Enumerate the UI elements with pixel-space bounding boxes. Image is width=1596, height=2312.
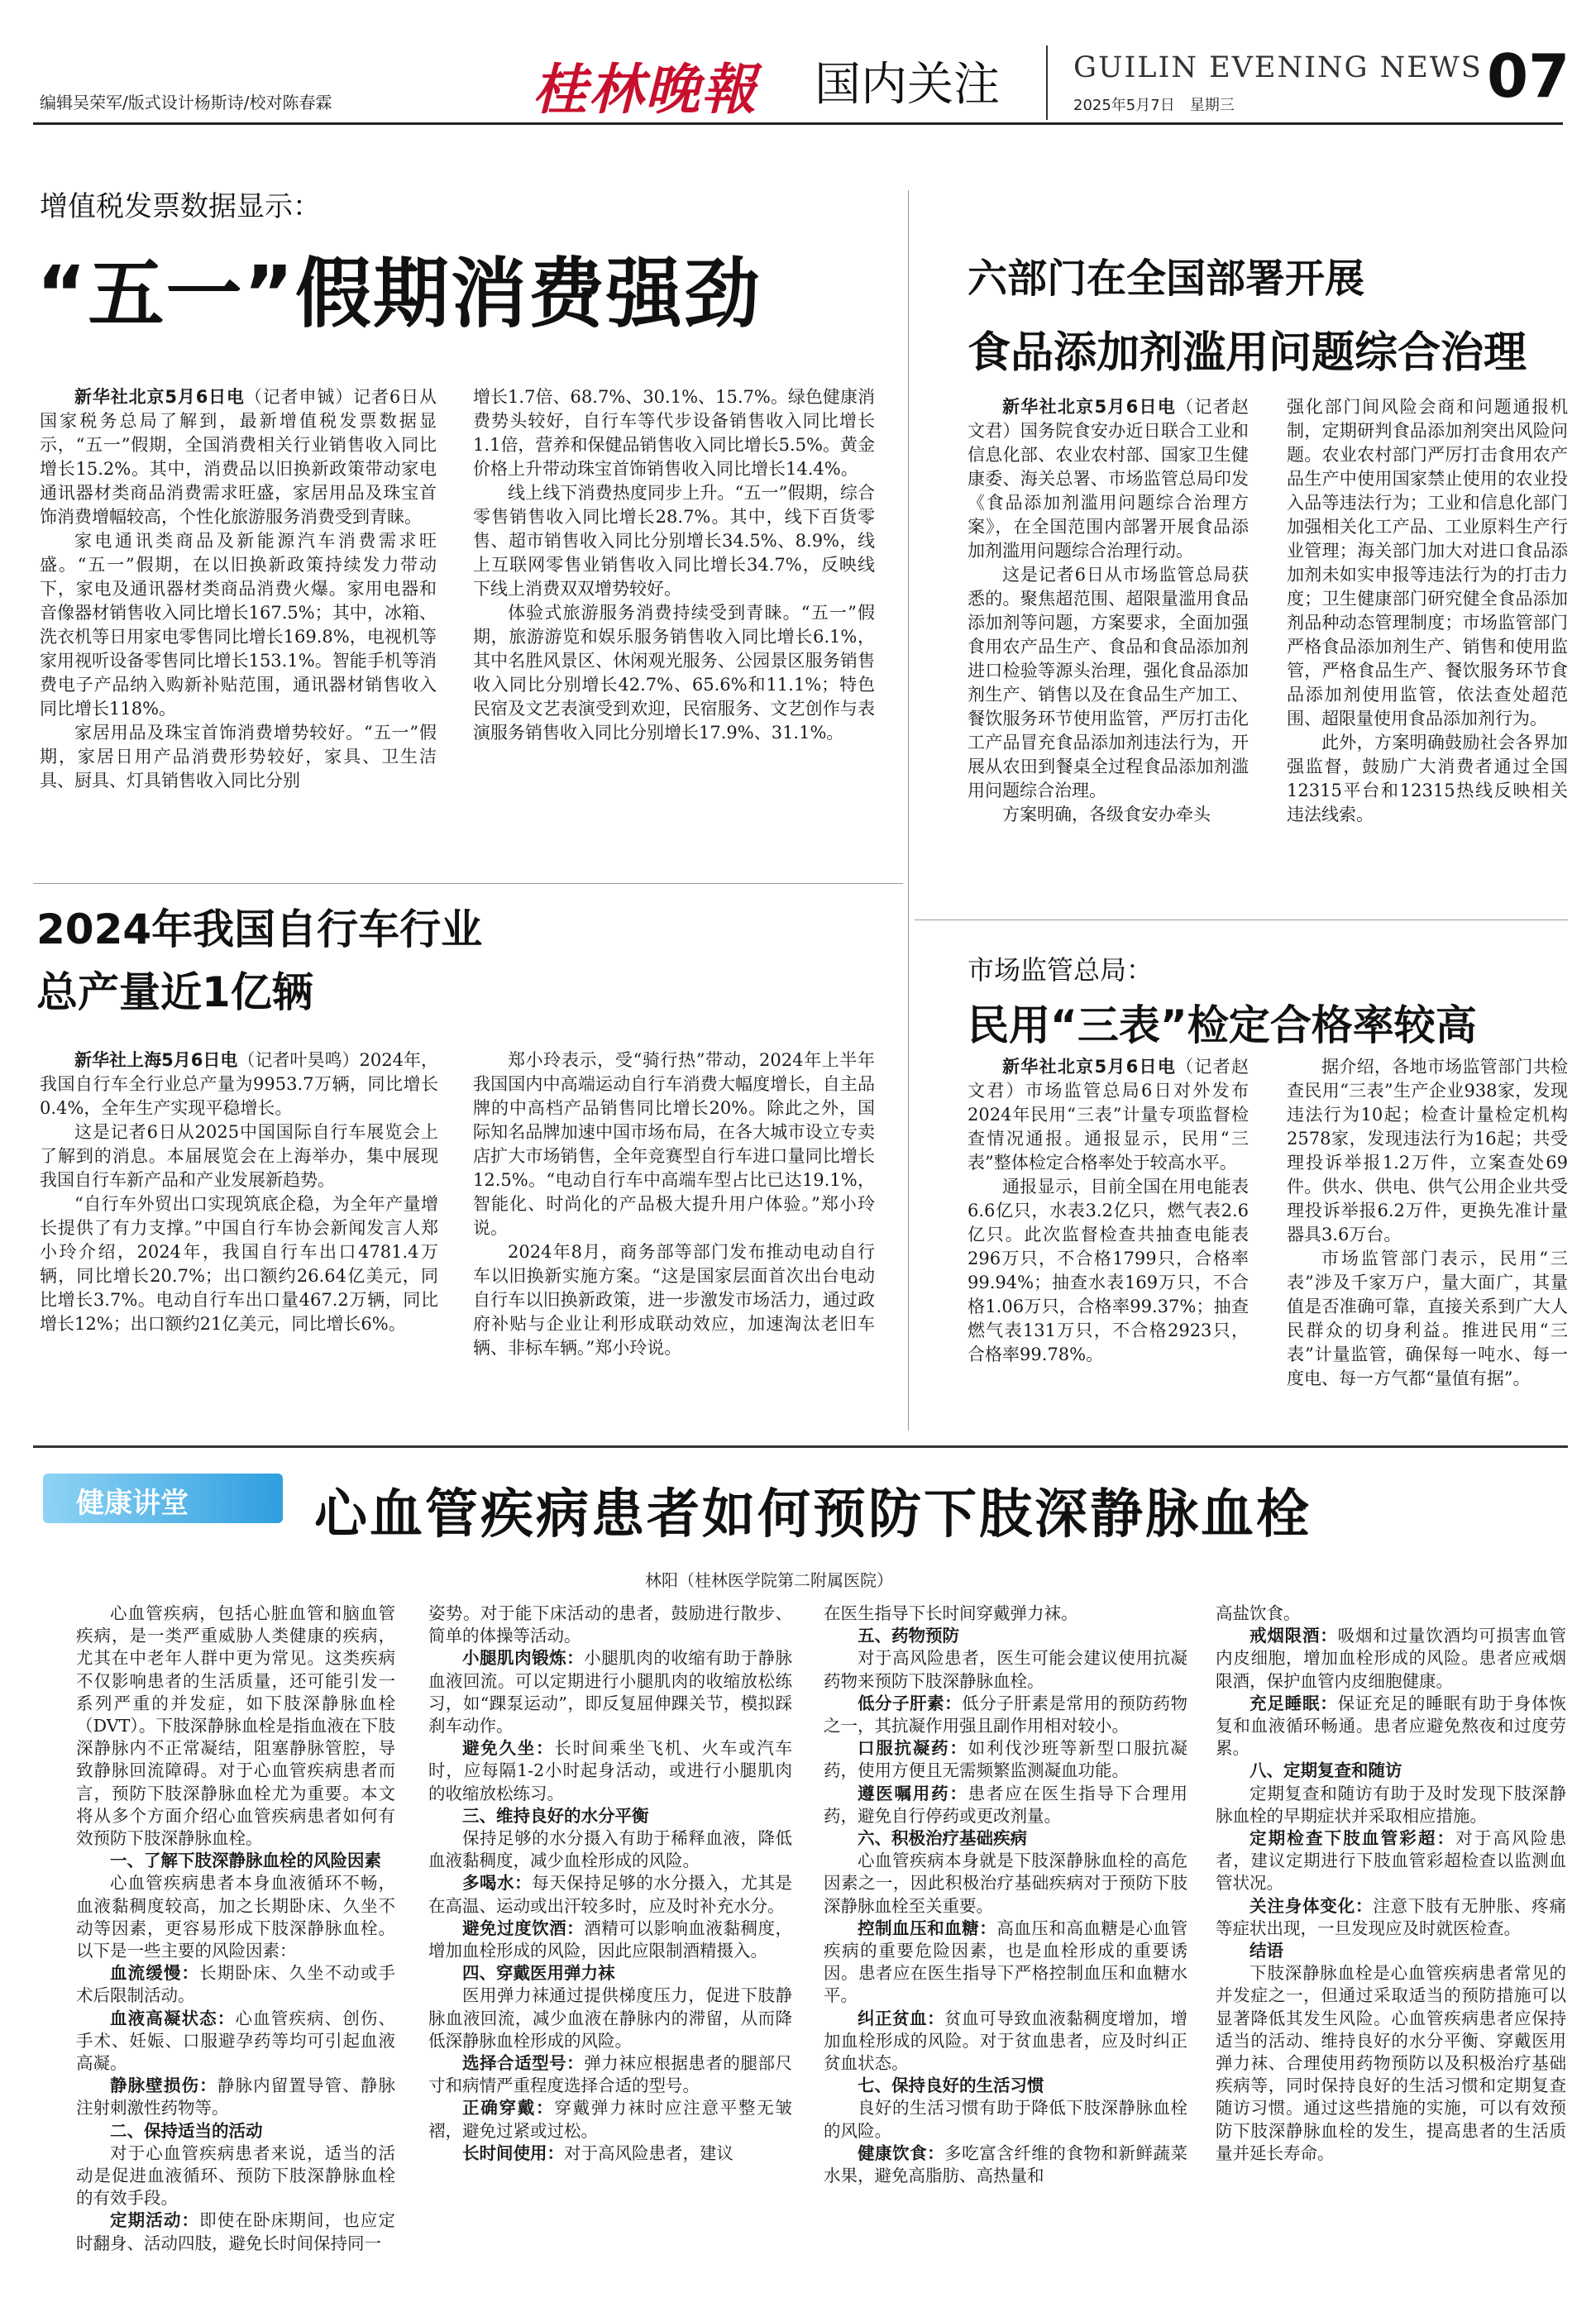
- paragraph: [40, 529, 437, 721]
- subpoint-label: 定期检查下肢血管彩超：: [1250, 1828, 1456, 1849]
- paragraph: [824, 1850, 1187, 1918]
- paragraph-text: 增长1.7倍、68.7%、30.1%、15.7%。绿色健康消费势头较好，自行车等代步设备销售收入同比增长1.1倍，营养和保健品销售收入同比增长5.5%。黄金价格上升带动珠宝首饰销售收入同比增长14.4%。: [473, 387, 875, 479]
- section-heading: [824, 2075, 1187, 2097]
- article3-title-line2: 总产量近1亿辆: [36, 968, 313, 1016]
- subpoint-label: 血液高凝状态：: [110, 2008, 236, 2028]
- subpoint: [428, 1872, 792, 1917]
- paragraph: [40, 1049, 438, 1120]
- subpoint: [428, 2097, 792, 2142]
- subpoint-text: 心血管疾病、创伤、手术、妊娠、口服避孕药等均可引起血液高凝。: [76, 2008, 396, 2074]
- paragraph: [1216, 1603, 1566, 1625]
- subpoint-label: 充足睡眠：: [1250, 1693, 1338, 1713]
- subpoint-label: 长时间使用：: [462, 2142, 564, 2163]
- dateline: 新华社北京5月6日电: [1002, 397, 1177, 417]
- paragraph-text: 这是记者6日从市场监管总局获悉的。聚焦超范围、超限量滥用食品添加剂等问题，方案要求，全面加强食用农产品生产、食品和食品添加剂进口检验等源头治理，强化食品添加剂生产、销售以及在食品生产加工、餐饮服务环节使用监管，严厉打击化工产品冒充食品添加剂违法行为，开展从农田到餐桌全过程食品添加剂滥用问题综合治理。: [968, 565, 1249, 800]
- paragraph-text: 方案明确，各级食安办牵头: [1002, 805, 1211, 824]
- paragraph: [824, 1647, 1187, 1692]
- section-heading: [1216, 1940, 1566, 1962]
- paragraph: [76, 2142, 395, 2210]
- subpoint: [428, 2142, 792, 2165]
- paragraph: [968, 1055, 1249, 1175]
- subpoint-text: 酒精可以影响血液黏稠度，增加血栓形成的风险，因此应限制酒精摄入。: [428, 1918, 793, 1961]
- section-heading: [76, 1850, 395, 1872]
- health-column-1: [76, 1603, 395, 2255]
- section-heading: [428, 1805, 792, 1827]
- subpoint: [824, 2142, 1187, 2187]
- paragraph: [473, 385, 875, 481]
- subpoint-label: 血流缓慢：: [110, 1963, 200, 1984]
- section-heading: [428, 1962, 792, 1985]
- subpoint-text: 每天保持足够的水分摄入，尤其是在高温、运动或出汗较多时，应及时补充水分。: [428, 1873, 793, 1916]
- section-heading-text: 七、保持良好的生活习惯: [858, 2076, 1044, 2096]
- article2-title-line2: 食品添加剂滥用问题综合治理: [968, 328, 1527, 378]
- subpoint-text: 保证充足的睡眠有助于身体恢复和血液循环畅通。患者应避免熬夜和过度劳累。: [1216, 1693, 1567, 1759]
- subpoint-text: 注意下肢有无肿胀、疼痛等症状出现，一旦发现应及时就医检查。: [1216, 1895, 1567, 1938]
- paragraph: [1287, 1247, 1568, 1391]
- paragraph: [1216, 1962, 1566, 2165]
- subpoint-text: 弹力袜应根据患者的腿部尺寸和病情严重程度选择合适的型号。: [428, 2053, 793, 2096]
- paragraph-text: 姿势。对于能下床活动的患者，鼓励进行散步、简单的体操等活动。: [428, 1603, 792, 1646]
- paragraph: [40, 385, 437, 529]
- health-column-4: [1216, 1603, 1566, 2165]
- paragraph: [824, 1603, 1187, 1625]
- paragraph: [76, 1872, 395, 1962]
- article2-title-line1: 六部门在全国部署开展: [968, 256, 1365, 302]
- subpoint: [1216, 1693, 1566, 1760]
- subpoint-label: 避免久坐：: [462, 1738, 555, 1759]
- reporter-byline: （记者赵文君）: [968, 397, 1249, 441]
- paragraph-text: 对于心血管疾病患者来说，适当的活动是促进血液循环、预防下肢深静脉血栓的有效手段。: [76, 2142, 395, 2209]
- paragraph-text: 此外，方案明确鼓励社会各界加强监督，鼓励广大消费者通过全国12315平台和12315热线反映相关违法线索。: [1287, 733, 1568, 824]
- subpoint-text: 贫血可导致血液黏稠度增加，增加血栓形成的风险。对于贫血患者，应及时纠正贫血状态。: [824, 2008, 1188, 2074]
- paragraph-text: 这是记者6日从2025中国国际自行车展览会上了解到的消息。本届展览会在上海举办，集中展现我国自行车新产品和产业发展新趋势。: [40, 1122, 438, 1190]
- paragraph-text: 高盐饮食。: [1216, 1603, 1301, 1623]
- section-divider: [33, 883, 903, 884]
- subpoint-label: 静脉壁损伤：: [110, 2076, 217, 2096]
- subpoint-label: 健康饮食：: [858, 2142, 945, 2163]
- subpoint: [76, 2209, 395, 2254]
- subpoint-text: 如利伐沙班等新型口服抗凝药，使用方便且无需频繁监测凝血功能。: [824, 1738, 1188, 1781]
- section-heading-text: 八、定期复查和随访: [1250, 1760, 1402, 1781]
- paragraph: [1287, 395, 1568, 731]
- issue-date: 2025年5月7日 星期三: [1073, 97, 1235, 114]
- article2-column-1: [968, 395, 1249, 827]
- subpoint: [428, 1737, 792, 1805]
- article4-title: 民用“三表”检定合格率较高: [968, 1001, 1477, 1049]
- english-title: GUILIN EVENING NEWS: [1073, 51, 1483, 84]
- dateline: 新华社北京5月6日电: [1002, 1057, 1177, 1077]
- subpoint-label: 控制血压和血糖：: [858, 1918, 997, 1938]
- section-heading-text: 六、积极治疗基础疾病: [858, 1828, 1027, 1849]
- subpoint-label: 定期活动：: [110, 2210, 200, 2231]
- article4-column-2: [1287, 1055, 1568, 1391]
- subpoint: [76, 2008, 395, 2076]
- paragraph: [473, 481, 875, 601]
- paragraph-text: 医用弹力袜通过提供梯度压力，促进下肢静脉血液回流，减少血液在静脉内的滞留，从而降低深静脉血栓形成的风险。: [428, 1985, 792, 2051]
- article4-kicker: 市场监管总局：: [968, 954, 1154, 986]
- paragraph-text: 记者6日从国家税务总局了解到，最新增值税发票数据显示，“五一”假期，全国消费相关行业销售收入同比增长15.2%。其中，消费品以旧换新政策带动家电通讯器材类商品消费需求旺盛，家居用品及珠宝首饰消费增幅较高，个性化旅游服务消费受到青睐。: [40, 387, 437, 527]
- section-heading-text: 结语: [1250, 1941, 1283, 1961]
- subpoint-text: 高血压和高血糖是心血管疾病的重要危险因素，也是血栓形成的重要诱因。患者应在医生指导下严格控制血压和血糖水平。: [824, 1918, 1188, 2006]
- section-heading-text: 三、维持良好的水分平衡: [462, 1805, 649, 1826]
- paragraph: [473, 1049, 875, 1240]
- paragraph-text: 心血管疾病本身就是下肢深静脉血栓的高危因素之一，因此积极治疗基础疾病对于预防下肢深静脉血栓至关重要。: [824, 1851, 1187, 1916]
- editor-credits: 编辑吴荣军/版式设计杨斯诗/校对陈春霖: [40, 93, 332, 112]
- paragraph-text: 2024年8月，商务部等部门发布推动电动自行车以旧换新实施方案。“这是国家层面首次出台电动自行车以旧换新政策，进一步激发市场活力，通过政府补贴与企业让利形成联动效应，加速淘汰老旧车辆、非标车辆。”郑小玲说。: [473, 1242, 875, 1358]
- paragraph-text: 郑小玲表示，受“骑行热”带动，2024年上半年我国国内中高端运动自行车消费大幅度增长，自主品牌的中高档产品销售同比增长20%。除此之外，国际知名品牌加速中国市场布局，在各大城市设立专卖店扩大市场销售，全年竞赛型自行车进口量同比增长12.5%。“电动自行车中高端车型占比已达19.1%，智能化、时尚化的产品极大提升用户体验。”郑小玲说。: [473, 1050, 875, 1238]
- section-heading-text: 四、穿戴医用弹力袜: [462, 1963, 615, 1984]
- column-divider: [908, 190, 909, 1431]
- subpoint-text: 穿戴弹力袜时应注意平整无皱褶，避免过紧或过松。: [428, 2098, 793, 2141]
- article3-title-line1: 2024年我国自行车行业: [36, 905, 483, 953]
- paragraph: [968, 803, 1249, 827]
- subpoint-label: 遵医嘱用药：: [858, 1783, 968, 1803]
- subpoint: [428, 1647, 792, 1737]
- health-section-tag: 健康讲堂: [43, 1474, 283, 1523]
- health-column-3: [824, 1603, 1187, 2187]
- subpoint-label: 多喝水：: [462, 1873, 533, 1894]
- reporter-byline: （记者赵文君）: [968, 1057, 1249, 1101]
- paragraph-text: 市场监管部门表示，民用“三表”涉及千家万户，量大面广，其量值是否准确可靠，直接关系到广大人民群众的切身利益。推进民用“三表”计量监管，确保每一吨水、每一度电、每一方气都“量值有据”。: [1287, 1249, 1568, 1388]
- subpoint-text: 低分子肝素是常用的预防药物之一，其抗凝作用强且副作用相对较小。: [824, 1693, 1188, 1736]
- paragraph-text: 心血管疾病患者本身血液循环不畅，血液黏稠度较高，加之长期卧床、久坐不动等因素，更容易形成下肢深静脉血栓。以下是一些主要的风险因素：: [76, 1873, 395, 1961]
- health-article-author: 林阳（桂林医学院第二附属医院）: [645, 1570, 893, 1590]
- paragraph: [40, 721, 437, 793]
- paragraph: [824, 2097, 1187, 2142]
- subpoint: [824, 1737, 1187, 1782]
- dateline: 新华社北京5月6日电: [74, 387, 245, 407]
- reporter-byline: （记者申铖）: [244, 387, 354, 407]
- subpoint: [76, 1962, 395, 2007]
- subpoint-label: 小腿肌肉锻炼：: [462, 1648, 585, 1669]
- paragraph-text: 下肢深静脉血栓是心血管疾病患者常见的并发症之一，但通过采取适当的预防措施可以显著降低其发生风险。心血管疾病患者应保持适当的活动、维持良好的水分平衡、穿戴医用弹力袜、合理使用药物预防以及积极治疗基础疾病等，同时保持良好的生活习惯和定期复查随访习惯。通过这些措施的实施，可以有效预防下肢深静脉血栓的发生，提高患者的生活质量并延长寿命。: [1216, 1963, 1566, 2163]
- subpoint-label: 正确穿戴：: [462, 2098, 555, 2119]
- subpoint-text: 对于高风险患者，建议定期进行下肢血管彩超检查以监测血管状况。: [1216, 1828, 1566, 1894]
- paragraph-text: 定期复查和随访有助于及时发现下肢深静脉血栓的早期症状并采取相应措施。: [1216, 1783, 1566, 1826]
- section-heading: [1216, 1760, 1566, 1782]
- paragraph: [40, 1120, 438, 1192]
- paragraph-text: 通报显示，目前全国在用电能表6.6亿只，水表3.2亿只，燃气表2.6亿只。此次监督检查共抽查电能表296万只，不合格1799只，合格率99.94%；抽查水表169万只，不合格1.06万只，合格率99.37%；抽查燃气表131万只，不合格2923只，合格率99.78%。: [968, 1177, 1249, 1364]
- subpoint-text: 对于高风险患者，建议: [564, 2142, 733, 2163]
- article1-title: “五一”假期消费强劲: [36, 250, 762, 338]
- paragraph: [428, 1603, 792, 1647]
- header-rule: [33, 122, 1563, 125]
- paragraph: [428, 1827, 792, 1872]
- subpoint: [428, 2052, 792, 2097]
- article1-kicker: 增值税发票数据显示：: [40, 190, 321, 223]
- article3-column-1: [40, 1049, 438, 1336]
- paragraph-text: 据介绍，各地市场监管部门共检查民用“三表”生产企业938家，发现违法行为10起；检查计量检定机构2578家，发现违法行为16起；共受理投诉举报1.2万件，立案查处69件。供水、供电、供气公用企业共受理投诉举报6.2万件，更换先准计量器具3.6万台。: [1287, 1057, 1568, 1244]
- subpoint: [1216, 1895, 1566, 1940]
- article1-column-2: [473, 385, 875, 745]
- section-heading: [824, 1827, 1187, 1850]
- paragraph-text: 心血管疾病，包括心脏血管和脑血管疾病，是一类严重威胁人类健康的疾病，尤其在中老年人群中更为常见。这类疾病不仅影响患者的生活质量，还可能引发一系列严重的并发症，如下肢深静脉血栓（DVT）。下肢深静脉血栓是指血液在下肢深静脉内不正常凝结，阻塞静脉管腔，导致静脉回流障碍。对于心血管疾病患者而言，预防下肢深静脉血栓尤为重要。本文将从多个方面介绍心血管疾病患者如何有效预防下肢深静脉血栓。: [76, 1603, 395, 1849]
- page-header: [0, 0, 1596, 132]
- paragraph: [1287, 731, 1568, 827]
- section-heading: [76, 2120, 395, 2142]
- subpoint-label: 避免过度饮酒：: [462, 1918, 585, 1938]
- paragraph-text: 强化部门间风险会商和问题通报机制，定期研判食品添加剂突出风险问题。农业农村部门严厉打击食用农产品生产中使用国家禁止使用的农业投入品等违法行为；工业和信息化部门加强相关化工产品、工业原料生产行业管理；海关部门加大对进口食品添加剂未如实申报等违法行为的打击力度；卫生健康部门研究健全食品添加剂品种动态管理制度；市场监管部门严格食品添加剂生产、销售和使用监管，严格食品生产、餐饮服务环节食品添加剂使用监管，依法查处超范围、超限量使用食品添加剂行为。: [1287, 397, 1568, 728]
- header-divider: [1046, 45, 1048, 120]
- paragraph: [473, 1240, 875, 1360]
- subpoint-text: 多吃富含纤维的食物和新鲜蔬菜水果，避免高脂肪、高热量和: [824, 2142, 1188, 2186]
- subpoint: [824, 2008, 1187, 2076]
- section-heading-text: 五、药物预防: [858, 1626, 959, 1646]
- reporter-byline: （记者叶昊鸣）: [237, 1050, 360, 1070]
- paragraph-text: 家居用品及珠宝首饰消费增势较好。“五一”假期，家居日用产品消费形势较好，家具、卫生洁具、厨具、灯具销售收入同比分别: [40, 723, 437, 791]
- article3-column-2: [473, 1049, 875, 1360]
- section-heading: [824, 1625, 1187, 1647]
- section-heading-text: 一、了解下肢深静脉血栓的风险因素: [110, 1851, 381, 1871]
- subpoint-label: 纠正贫血：: [858, 2008, 945, 2028]
- section-name: 国内关注: [815, 58, 1000, 112]
- paragraph-text: 体验式旅游服务消费持续受到青睐。“五一”假期，旅游游览和娱乐服务销售收入同比增长6.1%，其中名胜风景区、休闲观光服务、公园景区服务销售收入同比分别增长42.7%、65.6%和11.1%；特色民宿及文艺表演受到欢迎，民宿服务、文艺创作与表演服务销售收入同比分别增长17.9%、31.1%。: [473, 603, 875, 743]
- subpoint-text: 患者应在医生指导下合理用药，避免自行停药或更改剂量。: [824, 1783, 1188, 1826]
- paragraph: [473, 601, 875, 745]
- subpoint-text: 静脉内留置导管、静脉注射刺激性药物等。: [76, 2076, 396, 2119]
- paragraph: [428, 1985, 792, 2052]
- subpoint-text: 小腿肌肉的收缩有助于静脉血液回流。可以定期进行小腿肌肉的收缩放松练习，如“踝泵运动”，即反复屈伸踝关节，模拟踩刹车动作。: [428, 1648, 793, 1736]
- health-article-title: 心血管疾病患者如何预防下肢深静脉血栓: [314, 1483, 1312, 1545]
- subpoint: [76, 2075, 395, 2119]
- subpoint: [824, 1693, 1187, 1737]
- paragraph-text: 2024年，我国自行车全行业总产量为9953.7万辆，同比增长0.4%，全年生产实现平稳增长。: [40, 1050, 438, 1118]
- subpoint: [824, 1918, 1187, 2008]
- article1-column-1: [40, 385, 437, 793]
- paragraph: [968, 1175, 1249, 1367]
- subpoint: [428, 1918, 792, 1962]
- paragraph-text: 在医生指导下长时间穿戴弹力袜。: [824, 1603, 1078, 1623]
- paragraph: [1287, 1055, 1568, 1247]
- section-rule: [33, 1445, 1568, 1448]
- subpoint-label: 戒烟限酒：: [1250, 1626, 1338, 1646]
- paragraph-text: 市场监管总局6日对外发布2024年民用“三表”计量专项监督检查情况通报。通报显示，民用“三表”整体检定合格率处于较高水平。: [968, 1081, 1249, 1173]
- subpoint-label: 关注身体变化：: [1250, 1895, 1374, 1916]
- subpoint-text: 长时间乘坐飞机、火车或汽车时，应每隔1-2小时起身活动，或进行小腿肌肉的收缩放松练习。: [428, 1738, 793, 1803]
- paragraph-text: 线上线下消费热度同步上升。“五一”假期，综合零售销售收入同比增长28.7%。其中，线下百货零售、超市销售收入同比分别增长34.5%、8.9%，线上互联网零售业销售收入同比增长34.7%，反映线下线上消费双双增势较好。: [473, 483, 875, 599]
- subpoint: [1216, 1827, 1566, 1895]
- paragraph-text: 良好的生活习惯有助于降低下肢深静脉血栓的风险。: [824, 2098, 1187, 2141]
- section-heading-text: 二、保持适当的活动: [110, 2120, 263, 2141]
- subpoint: [1216, 1625, 1566, 1693]
- dateline: 新华社上海5月6日电: [74, 1050, 238, 1070]
- paragraph-text: 国务院食安办近日联合工业和信息化部、农业农村部、国家卫生健康委、海关总署、市场监管总局印发《食品添加剂滥用问题综合治理方案》，在全国范围内部署开展食品添加剂滥用问题综合治理行动。: [968, 421, 1250, 561]
- article2-column-2: [1287, 395, 1568, 827]
- health-column-2: [428, 1603, 792, 2165]
- article4-column-1: [968, 1055, 1249, 1367]
- paragraph: [968, 563, 1249, 803]
- subpoint-text: 即使在卧床期间，也应定时翻身、活动四肢，避免长时间保持同一: [76, 2210, 396, 2253]
- subpoint-label: 选择合适型号：: [462, 2053, 585, 2074]
- page-number: 07: [1487, 41, 1570, 111]
- subpoint-label: 低分子肝素：: [858, 1693, 963, 1713]
- subpoint-label: 口服抗凝药：: [858, 1738, 968, 1759]
- paragraph: [968, 395, 1249, 563]
- paragraph-text: 保持足够的水分摄入有助于稀释血液，降低血液黏稠度，减少血栓形成的风险。: [428, 1828, 792, 1871]
- subpoint: [824, 1783, 1187, 1827]
- paragraph: [1216, 1783, 1566, 1827]
- subpoint-text: 吸烟和过量饮酒均可损害血管内皮细胞，增加血栓形成的风险。患者应戒烟限酒，保护血管内皮细胞健康。: [1216, 1626, 1567, 1691]
- paragraph-text: “自行车外贸出口实现筑底企稳，为全年产量增长提供了有力支撑。”中国自行车协会新闻发言人郑小玲介绍，2024年，我国自行车出口4781.4万辆，同比增长20.7%；出口额约26.64亿美元，同比增长3.7%。电动自行车出口量467.2万辆，同比增长12%；出口额约21亿美元，同比增长6%。: [40, 1194, 438, 1334]
- paragraph-text: 对于高风险患者，医生可能会建议使用抗凝药物来预防下肢深静脉血栓。: [824, 1648, 1187, 1691]
- subpoint-text: 长期卧床、久坐不动或手术后限制活动。: [76, 1963, 396, 2006]
- paragraph-text: 家电通讯类商品及新能源汽车消费需求旺盛。“五一”假期，在以旧换新政策持续发力带动下，家电及通讯器材类商品消费火爆。家用电器和音像器材销售收入同比增长167.5%；其中，冰箱、洗衣机等日用家电零售同比增长169.8%，电视机等家用视听设备零售同比增长153.1%。智能手机等消费电子产品纳入购新补贴范围，通讯器材销售收入同比增长118%。: [40, 531, 437, 719]
- paragraph: [40, 1192, 438, 1336]
- newspaper-logo: 桂林晚報: [533, 57, 757, 122]
- paragraph: [76, 1603, 395, 1850]
